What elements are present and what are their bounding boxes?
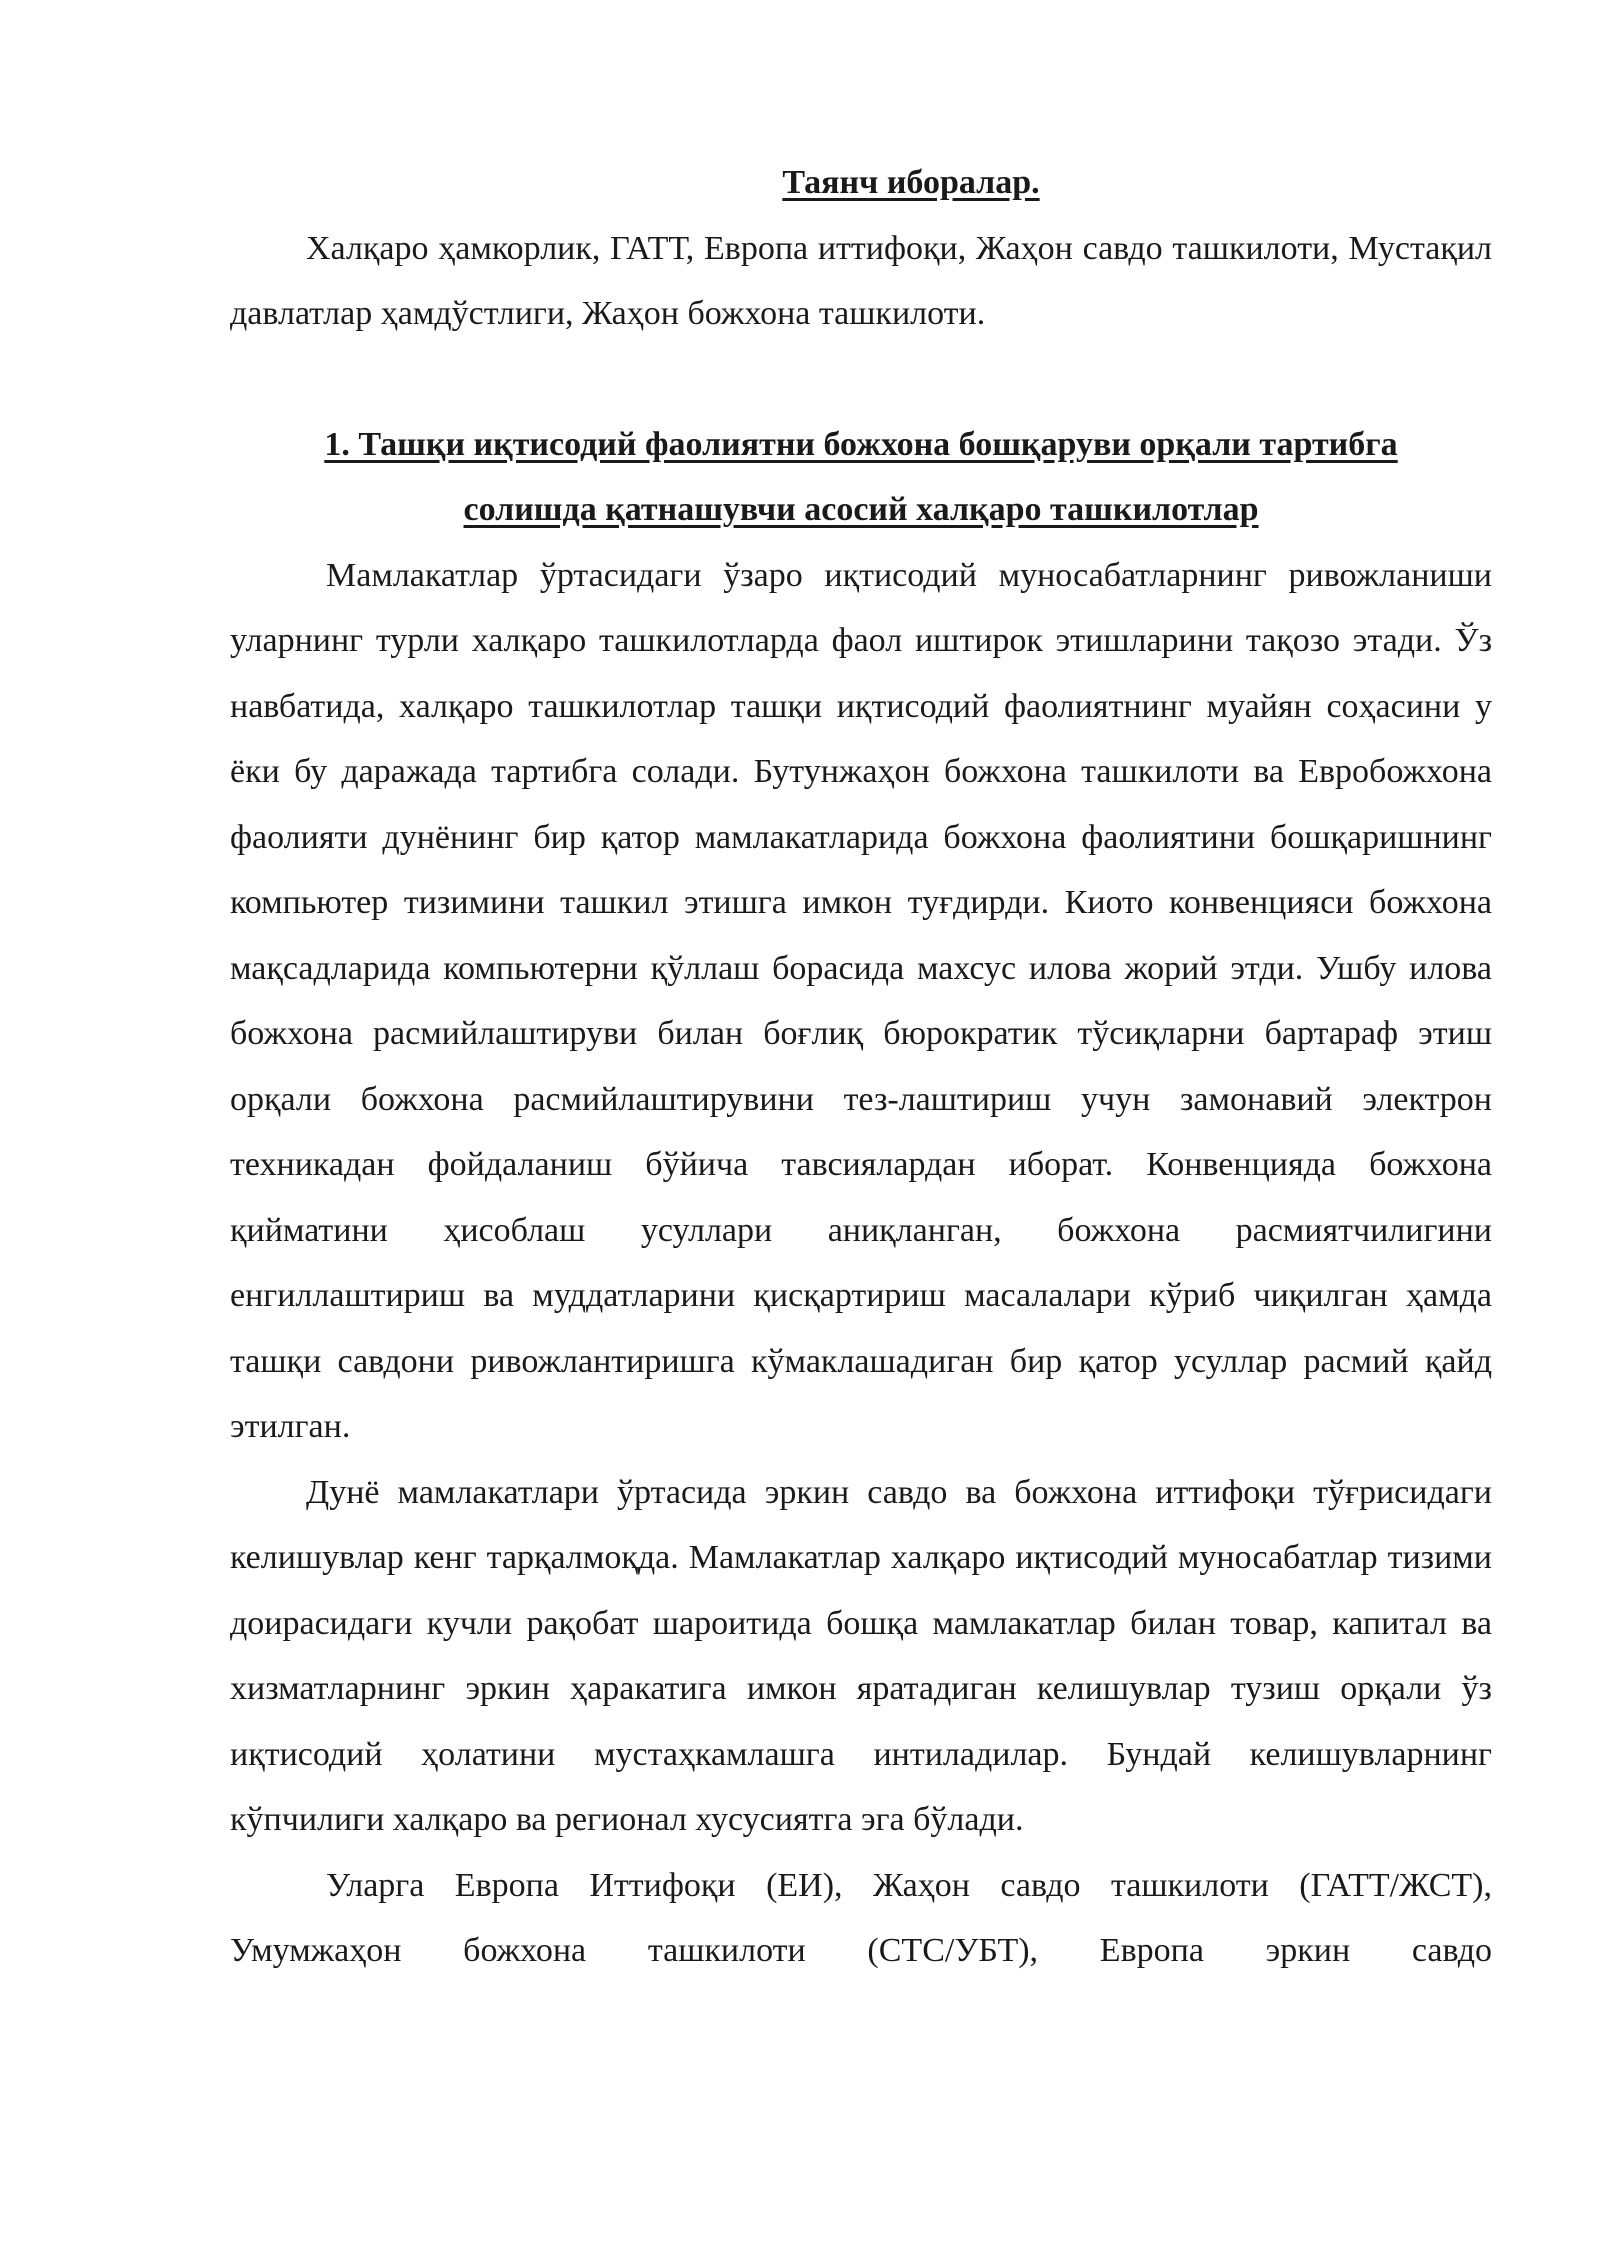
body-paragraph-1: Мамлакатлар ўртасидаги ўзаро иқтисодий муносабатларнинг ривожланиши уларнинг турли халқаро ташкилотларда фаол иштирок этишларини тақозо этади. Ўз навбатида, халқаро ташкилотлар ташқи иқтисодий фаолиятнинг муайян соҳасини у ёки бу даражада тартибга солади. Бутунжаҳон божхона ташкилоти ва Евробожхона фаолияти дунёнинг бир қатор мамлакатларида божхона фаолиятини бошқаришнинг компьютер тизимини ташкил этишга имкон туғдирди. Киото конвенцияси божхона мақсадларида компьютерни қўллаш борасида махсус илова жорий этди. Ушбу илова божхона расмийлаштируви билан боғлиқ бюрократик тўсиқларни бартараф этиш орқали божхона расмийлаштирувини тез-лаштириш учун замонавий электрон техникадан фойдаланиш бўйича тавсиялардан иборат. Конвенцияда божхона қийматини ҳисоблаш усуллари аниқланган, божхона расмиятчилигини енгиллаштириш ва муддатларини қисқартириш масалалари кўриб чиқилган ҳамда ташқи савдони ривожлантиришга кўмаклашадиган бир қатор усуллар расмий қайд этилган. <box>230 556 1492 1445</box>
document-page <box>230 150 1492 1984</box>
body-paragraph-3: Уларга Европа Иттифоқи (ЕИ), Жаҳон савдо ташкилоти (ГАТТ/ЖСТ), Умумжаҳон божхона ташкилоти (СТС/УБТ), Европа эркин савдо <box>230 1866 1492 1969</box>
body-paragraph-2: Дунё мамлакатлари ўртасида эркин савдо ва божхона иттифоқи тўғрисидаги келишувлар кенг тарқалмоқда. Мамлакатлар халқаро иқтисодий муносабатлар тизими доирасидаги кучли рақобат шароитида бошқа мамлакатлар билан товар, капитал ва хизматларнинг эркин ҳаракатига имкон яратадиган келишувлар тузиш орқали ўз иқтисодий ҳолатини мустаҳкамлашга интиладилар. Бундай келишувларнинг кўпчилиги халқаро ва регионал хусусиятга эга бўлади. <box>230 1473 1492 1838</box>
document-title: Таянч иборалар. <box>782 164 1040 201</box>
section-heading-line-1: 1. Ташқи иқтисодий фаолиятни божхона бошқаруви орқали тартибга <box>324 425 1398 463</box>
spacer <box>230 347 1492 412</box>
section-heading-line-2: солишда қатнашувчи асосий халқаро ташкилотлар <box>463 491 1259 528</box>
keywords-paragraph: Халқаро ҳамкорлик, ГАТТ, Европа иттифоқи, Жаҳон савдо ташкилоти, Мустақил давлатлар ҳамдўстлиги, Жаҳон божхона ташкилоти. <box>230 229 1492 332</box>
